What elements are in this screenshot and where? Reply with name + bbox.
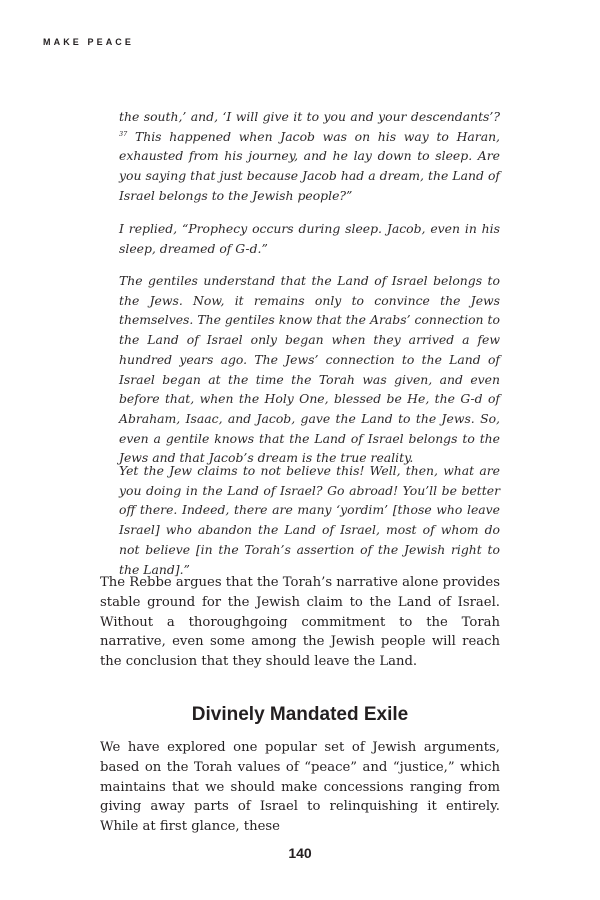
section-heading: Divinely Mandated Exile [191,704,409,725]
quote-paragraph-4: Yet the Jew claims to not believe this! Well, then, what are you doing in the Land of Israel? Go abroad! You’ll be better off there. Indeed, there are many ‘yordim’ [those who leave Israel] who abandon the Land of Israel, most of whom do not believe [in the Torah’s assertion of the Jewish right to the Land].” [119,463,500,577]
quote-paragraph-2: I replied, “Prophecy occurs during sleep. Jacob, even in his sleep, dreamed of G-d.” [119,221,500,256]
running-head: MAKE PEACE [43,37,135,47]
page-number: 140 [288,845,312,861]
quote-paragraph-3: The gentiles understand that the Land of Israel belongs to the Jews. Now, it remains only to convince the Jews themselves. The gentiles know that the Arabs’ connection to the Land of Israel only began when they arrived a few hundred years ago. The Jews’ connection to the Land of Israel began at the time the Torah was given, and even before that, when the Holy One, blessed be He, the G-d of Abraham, Isaac, and Jacob, gave the Land to the Jews. So, even a gentile knows that the Land of Israel belongs to the Jews and that Jacob’s dream is the true reality. [119,273,500,466]
quote-paragraph-1 [119,107,500,206]
body-paragraph-1: The Rebbe argues that the Torah’s narrative alone provides stable ground for the Jewish claim to the Land of Israel. Without a thoroughgoing commitment to the Torah narrative, even some among the Jewish people will reach the conclusion that they should leave the Land. [100,575,500,670]
body-paragraph-2: We have explored one popular set of Jewish arguments, based on the Torah values of “peace” and “justice,” which maintains that we should make concessions ranging from giving away parts of Israel to relinquishing it entirely. While at first glance, these [100,740,500,835]
footnote-marker[interactable]: 37 [119,129,128,138]
quote-paragraph-1-text: the south,’ and, ‘I will give it to you and your descendants’? [119,109,500,124]
quote-paragraph-1-text-continued: This happened when Jacob was on his way to Haran, exhausted from his journey, and he lay down to sleep. Are you saying that just because Jacob had a dream, the Land of Israel belongs to the Jewish people?” [119,128,500,203]
